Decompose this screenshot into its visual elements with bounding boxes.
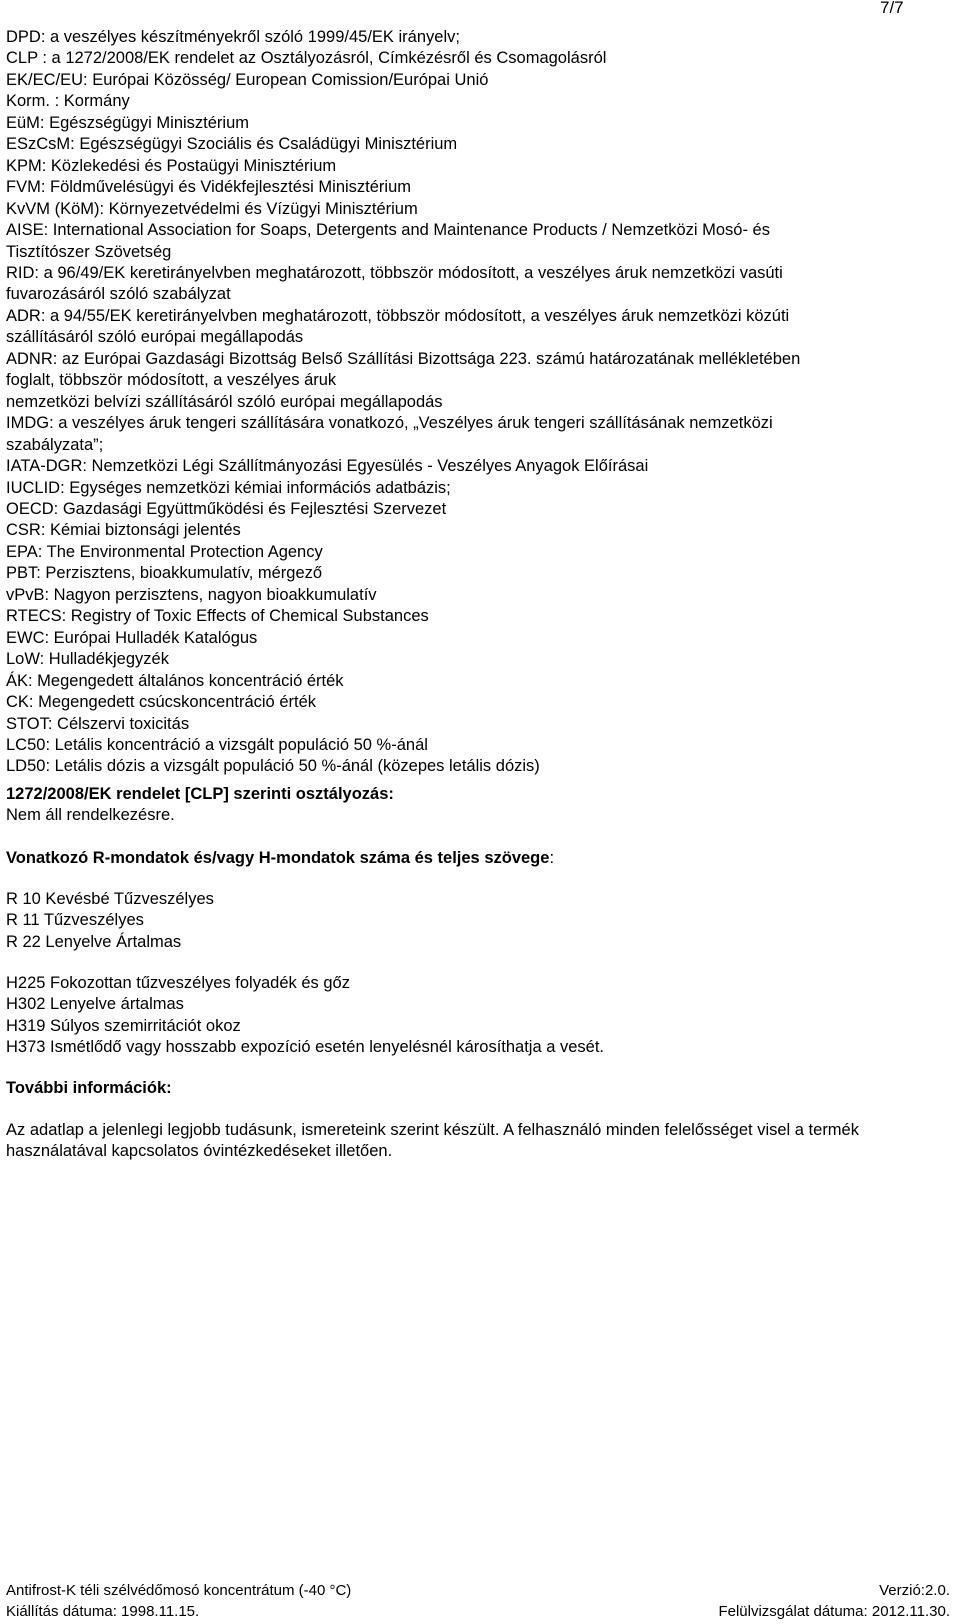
abbreviation-line: ADNR: az Európai Gazdasági Bizottság Belső Szállítási Bizottsága 223. számú határozatának mellékletében [6, 349, 801, 368]
abbreviation-line: EWC: Európai Hulladék Katalógus [6, 628, 258, 647]
abbreviation-line: EPA: The Environmental Protection Agency [6, 542, 323, 561]
abbreviation-line: LD50: Letális dózis a vizsgált populáció 50 %-ánál (közepes letális dózis) [6, 757, 540, 776]
h-phrases-list [6, 973, 951, 1059]
abbreviation-line: fuvarozásáról szóló szabályzat [6, 285, 231, 304]
abbreviation-line: OECD: Gazdasági Együttműködési és Fejlesztési Szervezet [6, 499, 447, 518]
footer-revised: Felülvizsgálat dátuma: 2012.11.30. [718, 1603, 950, 1620]
abbreviation-line: RTECS: Registry of Toxic Effects of Chemical Substances [6, 607, 429, 626]
r-phrase: R 22 Lenyelve Ártalmas [6, 932, 182, 951]
abbreviation-line: Tisztítószer Szövetség [6, 242, 172, 261]
r-phrases-list [6, 889, 951, 953]
abbreviation-line: IUCLID: Egységes nemzetközi kémiai információs adatbázis; [6, 478, 451, 497]
clp-heading: 1272/2008/EK rendelet [CLP] szerinti osztályozás: [6, 785, 394, 803]
abbreviation-line: Korm. : Kormány [6, 92, 130, 111]
footer-product: Antifrost-K téli szélvédőmosó koncentrátum (-40 °C) [6, 1582, 352, 1599]
abbreviation-line: DPD: a veszélyes készítményekről szóló 1999/45/EK irányelv; [6, 28, 460, 46]
abbreviation-line: AISE: International Association for Soaps, Detergents and Maintenance Products / Nemzetközi Mosó- és [6, 221, 770, 240]
abbreviation-line: STOT: Célszervi toxicitás [6, 714, 190, 733]
abbreviation-line: CLP : a 1272/2008/EK rendelet az Osztályozásról, Címkézésről és Csomagolásról [6, 49, 607, 68]
phrases-heading: Vonatkozó R-mondatok és/vagy H-mondatok száma és teljes szövege [6, 849, 550, 867]
abbreviation-line: EK/EC/EU: Európai Közösség/ European Comission/Európai Unió [6, 70, 489, 89]
h-phrase: H319 Súlyos szemirritációt okoz [6, 1016, 241, 1035]
h-phrase: H302 Lenyelve ártalmas [6, 995, 184, 1014]
abbreviation-line: ADR: a 94/55/EK keretirányelvben meghatározott, többször módosított, a veszélyes áruk nemzetközi közúti [6, 306, 790, 325]
abbreviation-line: vPvB: Nagyon perzisztens, nagyon bioakkumulatív [6, 585, 377, 604]
footer-issued: Kiállítás dátuma: 1998.11.15. [6, 1603, 200, 1620]
r-phrase: R 10 Kevésbé Tűzveszélyes [6, 890, 214, 908]
abbreviation-line: foglalt, többször módosított, a veszélyes áruk [6, 371, 337, 390]
footer-version: Verzió:2.0. [879, 1582, 950, 1599]
abbreviation-line: szabályzata”; [6, 435, 104, 454]
clp-text: Nem áll rendelkezésre. [6, 806, 175, 825]
abbreviation-line: PBT: Perzisztens, bioakkumulatív, mérgező [6, 564, 323, 583]
abbreviation-line: EüM: Egészségügyi Minisztérium [6, 113, 250, 132]
abbreviation-line: LoW: Hulladékjegyzék [6, 650, 169, 669]
abbreviation-line: RID: a 96/49/EK keretirányelvben meghatározott, többször módosított, a veszélyes áruk nemzetközi vasúti [6, 263, 783, 282]
abbreviation-line: szállításáról szóló európai megállapodás [6, 328, 304, 347]
abbreviation-line: CK: Megengedett csúcskoncentráció érték [6, 693, 316, 712]
h-phrase: H373 Ismétlődő vagy hosszabb expozíció esetén lenyelésnél károsíthatja a vesét. [6, 1038, 605, 1057]
clp-section [6, 784, 951, 827]
abbreviation-line: CSR: Kémiai biztonsági jelentés [6, 521, 241, 540]
abbreviation-line: IATA-DGR: Nemzetközi Légi Szállítmányozási Egyesülés - Veszélyes Anyagok Előírásai [6, 457, 649, 476]
abbreviation-line: nemzetközi belvízi szállításáról szóló európai megállapodás [6, 392, 443, 411]
abbreviation-line: KPM: Közlekedési és Postaügyi Minisztérium [6, 156, 337, 175]
further-text: Az adatlap a jelenlegi legjobb tudásunk, ismereteink szerint készült. A felhasználó minden felelősséget visel a termék használatával kapcsolatos óvintézkedéseket illetően. [6, 1121, 859, 1160]
abbreviation-line: KvVM (KöM): Környezetvédelmi és Vízügyi Minisztérium [6, 199, 418, 218]
further-heading: További információk: [6, 1079, 172, 1097]
h-phrase: H225 Fokozottan tűzveszélyes folyadék és gőz [6, 974, 350, 992]
abbreviations-list [6, 27, 951, 778]
phrases-section [6, 848, 951, 869]
abbreviation-line: ÁK: Megengedett általános koncentráció érték [6, 671, 344, 690]
r-phrase: R 11 Tűzveszélyes [6, 911, 144, 930]
phrases-heading-colon: : [549, 849, 555, 867]
abbreviation-line: IMDG: a veszélyes áruk tengeri szállítására vonatkozó, „Veszélyes áruk tengeri szállításának nemzetközi [6, 414, 773, 433]
abbreviation-line: ESzCsM: Egészségügyi Szociális és Családügyi Minisztérium [6, 135, 458, 154]
page-number: 7/7 [880, 0, 904, 17]
abbreviation-line: LC50: Letális koncentráció a vizsgált populáció 50 %-ánál [6, 735, 428, 754]
abbreviation-line: FVM: Földművelésügyi és Vidékfejlesztési Minisztérium [6, 178, 411, 197]
further-section [6, 1078, 951, 1099]
